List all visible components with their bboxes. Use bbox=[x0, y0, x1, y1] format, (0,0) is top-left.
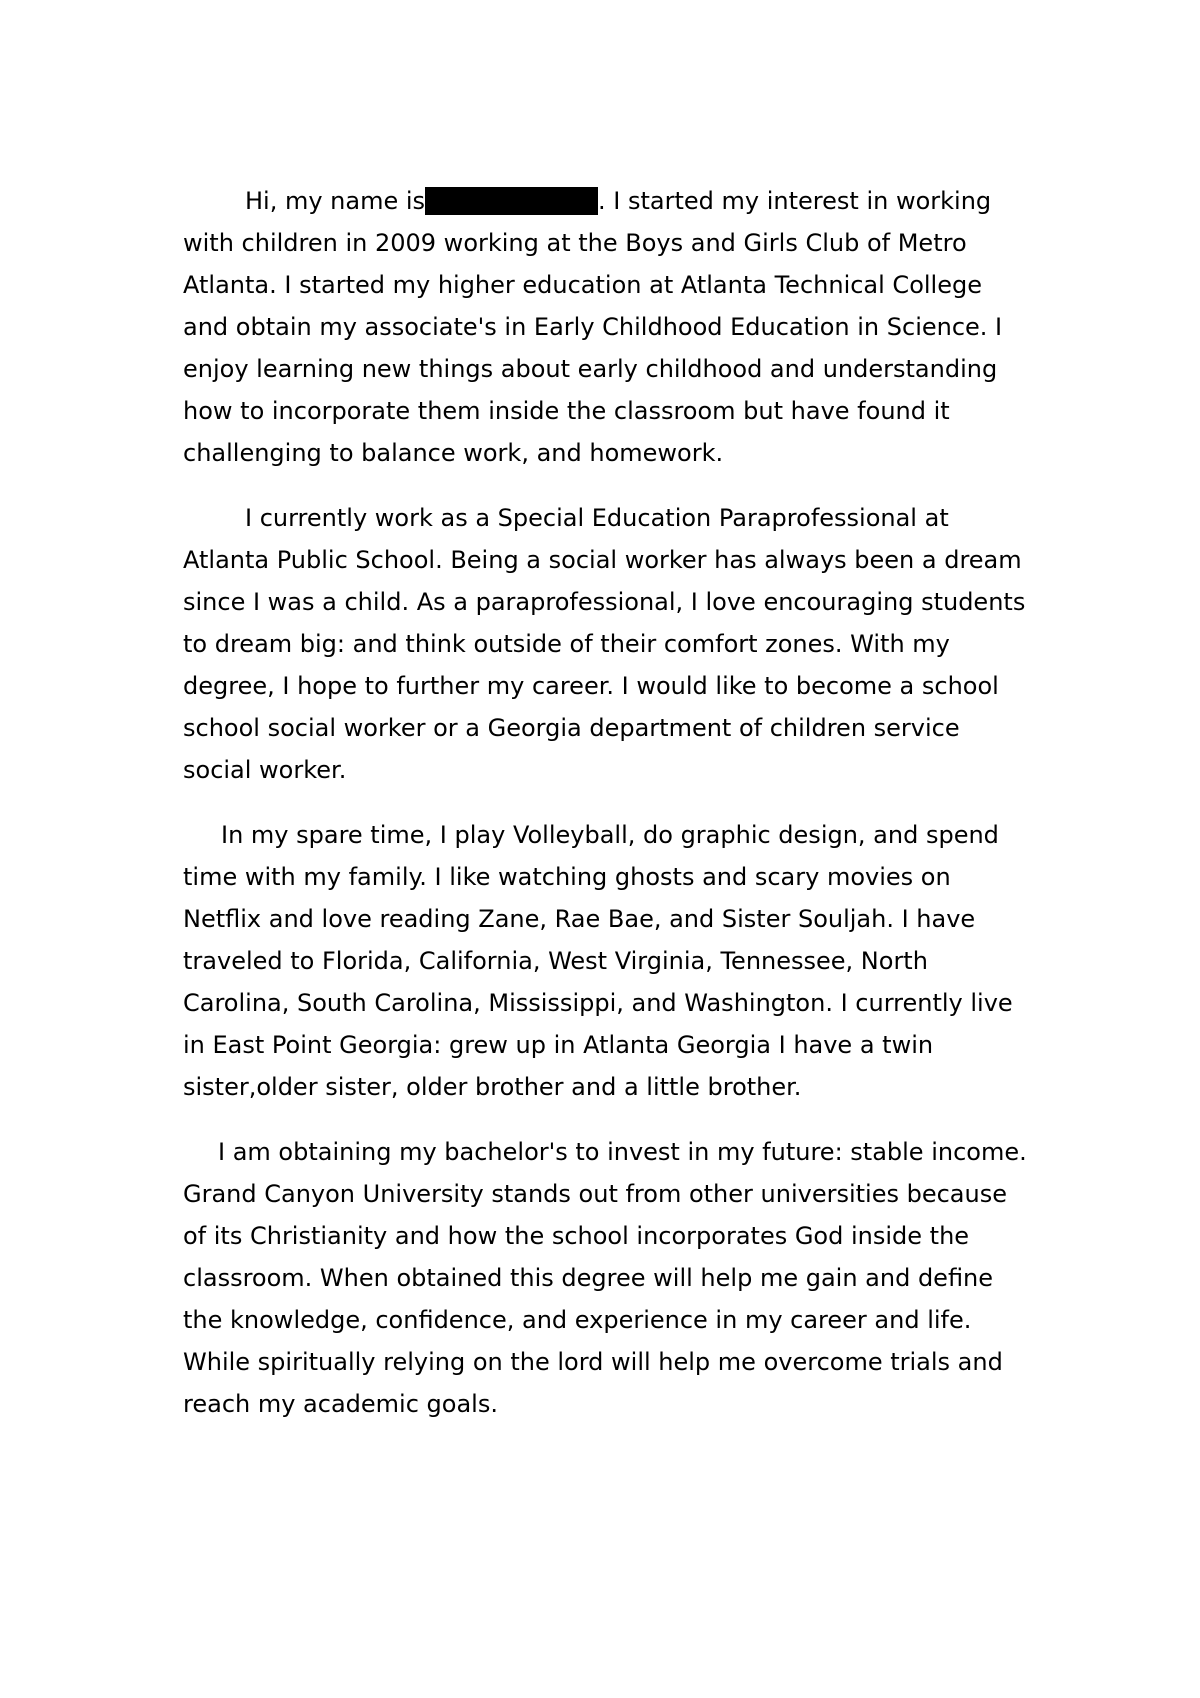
document-body bbox=[183, 180, 1033, 1425]
paragraph-goals: I am obtaining my bachelor's to invest in my future: stable income. Grand Canyon University stands out from other universities because of its Christianity and how the school incorporates God inside the classroom. When obtained this degree will help me gain and define the knowledge, confidence, and experience in my career and life. While spiritually relying on the lord will help me overcome trials and reach my academic goals. bbox=[183, 1138, 1027, 1418]
intro-text-before-name: Hi, my name is bbox=[245, 187, 426, 215]
paragraph-introduction bbox=[183, 180, 1033, 474]
paragraph-career: I currently work as a Special Education Paraprofessional at Atlanta Public School. Being a social worker has always been a dream since I was a child. As a paraprofessional, I love encouraging students to dream big: and think outside of their comfort zones. With my degree, I hope to further my career. I would like to become a school school social worker or a Georgia department of children service social worker. bbox=[183, 504, 1026, 784]
intro-text-after-name: . I started my interest in working with children in 2009 working at the Boys and Girls Club of Metro Atlanta. I started my higher education at Atlanta Technical College and obtain my associate's in Early Childhood Education in Science. I enjoy learning new things about early childhood and understanding how to incorporate them inside the classroom but have found it challenging to balance work, and homework. bbox=[183, 187, 1003, 467]
redacted-name-box bbox=[425, 187, 598, 215]
paragraph-hobbies: In my spare time, I play Volleyball, do graphic design, and spend time with my family. I like watching ghosts and scary movies on Netflix and love reading Zane, Rae Bae, and Sister Souljah. I have traveled to Florida, California, West Virginia, Tennessee, North Carolina, South Carolina, Mississippi, and Washington. I currently live in East Point Georgia: grew up in Atlanta Georgia I have a twin sister,older sister, older brother and a little brother. bbox=[183, 821, 1013, 1101]
